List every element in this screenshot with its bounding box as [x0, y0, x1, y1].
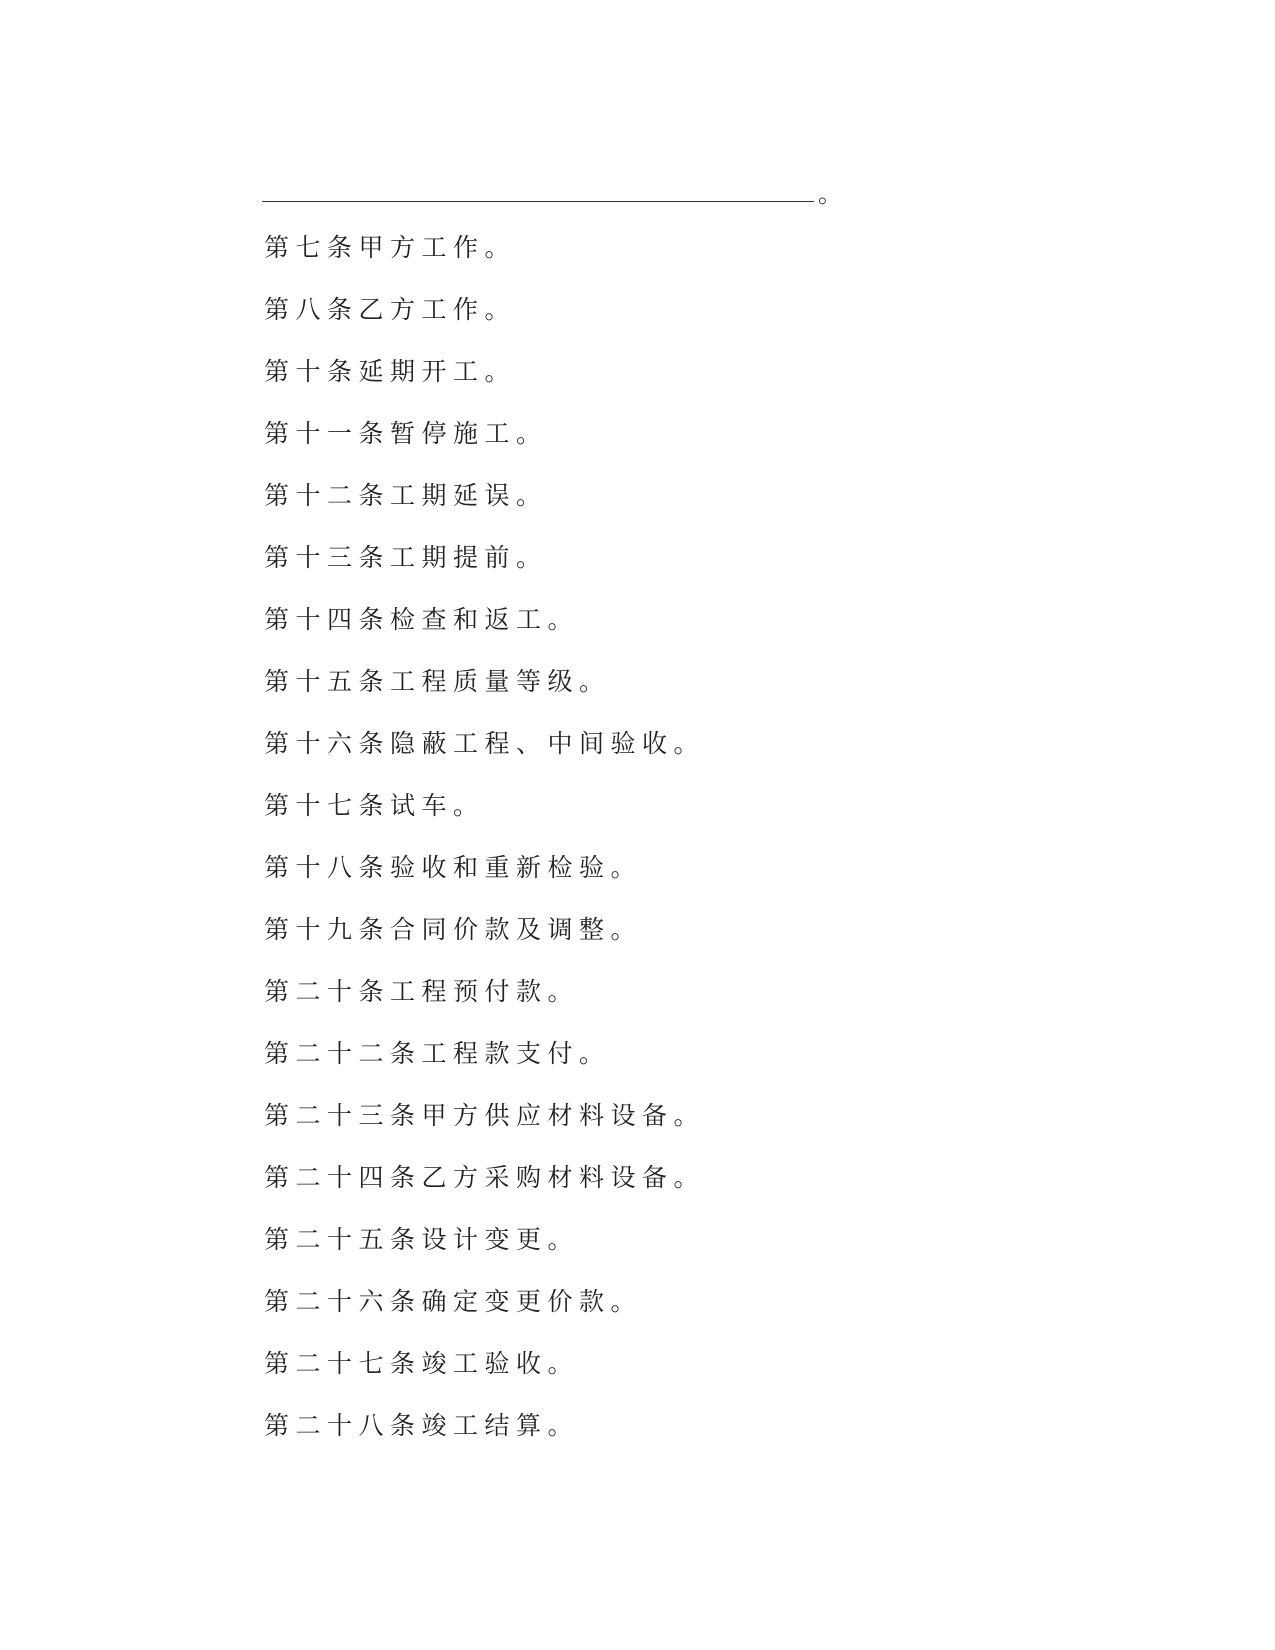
article-item: 第八条乙方工作。 [264, 295, 517, 324]
fill-in-blank-line [262, 176, 848, 206]
article-list [264, 230, 705, 1470]
article-item: 第二十七条竣工验收。 [264, 1349, 580, 1378]
article-item: 第二十二条工程款支付。 [264, 1039, 611, 1068]
article-item: 第十九条合同价款及调整。 [264, 915, 643, 944]
article-item: 第十七条试车。 [264, 791, 485, 820]
article-item: 第二十八条竣工结算。 [264, 1411, 580, 1440]
article-item: 第二十三条甲方供应材料设备。 [264, 1101, 706, 1130]
article-item: 第二十五条设计变更。 [264, 1225, 580, 1254]
article-item: 第七条甲方工作。 [264, 233, 517, 262]
article-item: 第十条延期开工。 [264, 357, 517, 386]
article-item: 第二十条工程预付款。 [264, 977, 580, 1006]
article-item: 第十八条验收和重新检验。 [264, 853, 643, 882]
underline-blank [262, 201, 814, 202]
article-item: 第十二条工期延误。 [264, 481, 548, 510]
article-item: 第二十六条确定变更价款。 [264, 1287, 643, 1316]
article-item: 第二十四条乙方采购材料设备。 [264, 1163, 706, 1192]
article-item: 第十四条检查和返工。 [264, 605, 580, 634]
article-item: 第十五条工程质量等级。 [264, 667, 611, 696]
article-item: 第十一条暂停施工。 [264, 419, 548, 448]
article-item: 第十六条隐蔽工程、中间验收。 [264, 729, 706, 758]
blank-line-period: 。 [818, 180, 848, 208]
article-item: 第十三条工期提前。 [264, 543, 548, 572]
